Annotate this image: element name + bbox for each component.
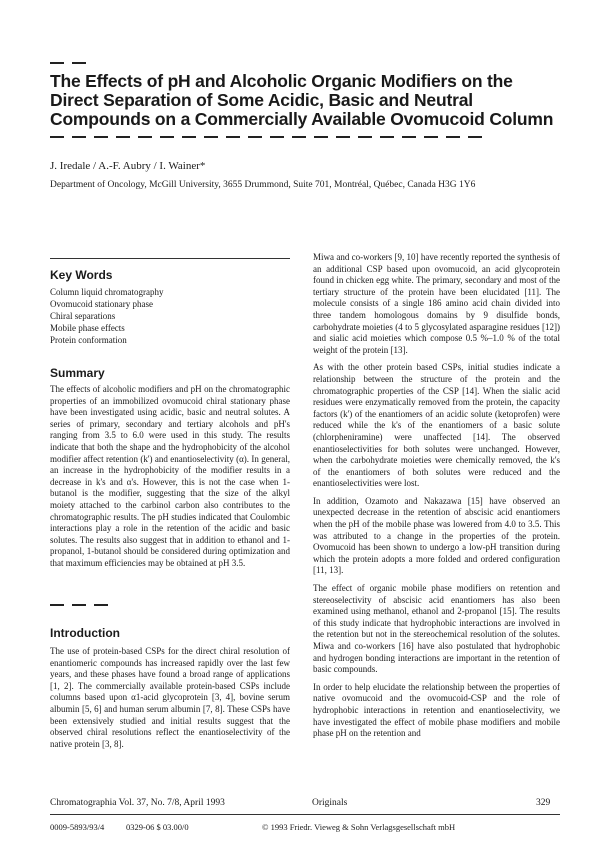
footer-price: 0329-06 $ 03.00/0 <box>126 822 189 832</box>
keywords-list <box>50 286 290 346</box>
keyword-item: Ovomucoid stationary phase <box>50 299 153 309</box>
paragraph: Miwa and co-workers [9, 10] have recently reported the synthesis of an additional CSP based upon ovomucoid, an acid glycoprotein found in chicken egg white. The primary, secondary and most of the tertiary structure of the protein have been elucidated [11]. The molecule consists of a single 186 amino acid chain divided into three tandem homologous domains by 9 disulfide bonds, carbohydrate moieties (4 to 5 glycosylated asparagine residues [12]) and sialic acid moieties which compose 0.5 %–1.0 % of the total weight of the protein [13]. <box>313 252 560 355</box>
keyword-item: Mobile phase effects <box>50 323 125 333</box>
header-rule <box>50 258 290 259</box>
paragraph: As with the other protein based CSPs, initial studies indicate a relationship between the structure of the protein and the chromatographic properties of the CSP [14]. When the sialic acid residues were enzymatically removed from the protein, the capacity factors (k') of the enantiomers of an acidic solute (ketoprofen) were reduced while the k's of the enantiomers of a basic solute (chlorpheniramine) were unaffected [14]. The observed enantioselectivities for both solutes were unchanged. However, when the carbohydrate moieties were chemically removed, the k's of the enantiomers of both solutes were reduced and the enantioselectivities were lost. <box>313 362 560 489</box>
introduction-heading: Introduction <box>50 626 120 640</box>
summary-heading: Summary <box>50 366 105 380</box>
footer-issn: 0009-5893/93/4 <box>50 822 105 832</box>
keyword-item: Protein conformation <box>50 335 127 345</box>
footer-type: Originals <box>312 798 348 808</box>
summary-end-dashes <box>50 604 108 606</box>
summary-text: The effects of alcoholic modifiers and pH on the chromatographic properties of an immobilized ovomucoid chiral stationary phase have been investigated using acidic, basic and neutral solutes. A series of primary, secondary and tertiary alcohols and pH's ranging from 3.5 to 6.0 were used in this study. The results indicate that both the shape and the hydrophobicity of the alcohol modifier affect retention (k') and enantioselectivity (α). In general, an increase in the hydrophobicity of the modifier results in a decrease in k's and α's. However, this is not the case when 1-butanol is the modifier, suggesting that the size of the alkyl moiety attached to the carbinol carbon also contributes to the chromatographic results. The pH studies indicated that Coulombic interactions play a role in the retention of the acidic and basic solutes. The results also suggest that in addition to ethanol and 1-propanol, 1-butanol should be considered during optimization and that maximum efficiencies may be obtained at pH 3.5. <box>50 384 290 568</box>
introduction-text: The use of protein-based CSPs for the direct chiral resolution of enantiomeric compounds has increased rapidly over the last few years, and these phases have found a broad range of applications [1, 2]. The commercially available protein-based CSPs include columns based upon α1-acid glycoprotein [3, 4], bovine serum albumin [5, 6] and human serum albumin [7, 8]. These CSPs have been extensively studied and initial results suggest that the observed chiral resolutions reflect the enantioselectivity of the native protein [3, 8]. <box>50 646 290 749</box>
keyword-item: Column liquid chromatography <box>50 287 164 297</box>
title-dashes <box>50 136 482 138</box>
footer-copyright: © 1993 Friedr. Vieweg & Sohn Verlagsgesellschaft mbH <box>262 822 456 832</box>
top-dashes <box>50 62 86 64</box>
paragraph: In addition, Ozamoto and Nakazawa [15] have observed an unexpected decrease in the retention of abscisic acid enantiomers when the pH of the mobile phase was lowered from 4.0 to 3.5. This was attributed to a change in the properties of the protein. Ovomucoid has been shown to undergo a low-pH transition during which the protein adopts a more folded and ordered configuration [11, 13]. <box>313 495 560 576</box>
right-column <box>313 252 560 746</box>
keywords-heading: Key Words <box>50 268 113 282</box>
paragraph: The effect of organic mobile phase modifiers on retention and stereoselectivity of abscisic acid enantiomers has also been examined using methanol, ethanol and 2-propanol [15]. The results of this study indicate that hydrophobic interactions are involved in the retention but not in the stereochemical resolution of the solutes. Miwa and co-workers [16] have also postulated that hydrophobic and hydrogen bonding interactions are important in the retention of basic compounds. <box>313 583 560 675</box>
authors: J. Iredale / A.-F. Aubry / I. Wainer* <box>50 160 206 172</box>
paragraph: In order to help elucidate the relationship between the properties of native ovomucoid and the ovomucoid-CSP and the role of hydrophobic interactions in retention and enantioselectivity, we have investigated the effect of mobile phase modifiers and mobile phase pH on the retention and <box>313 681 560 739</box>
footer-rule <box>50 814 560 815</box>
article-title: The Effects of pH and Alcoholic Organic Modifiers on the Direct Separation of Some Acidic, Basic and Neutral Compounds on a Commercially Available Ovomucoid Column <box>50 71 554 129</box>
affiliation: Department of Oncology, McGill University, 3655 Drummond, Suite 701, Montréal, Québec, Canada H3G 1Y6 <box>50 180 476 190</box>
keyword-item: Chiral separations <box>50 311 116 321</box>
footer-journal: Chromatographia Vol. 37, No. 7/8, April 1993 <box>50 798 225 808</box>
page-number: 329 <box>536 798 551 808</box>
